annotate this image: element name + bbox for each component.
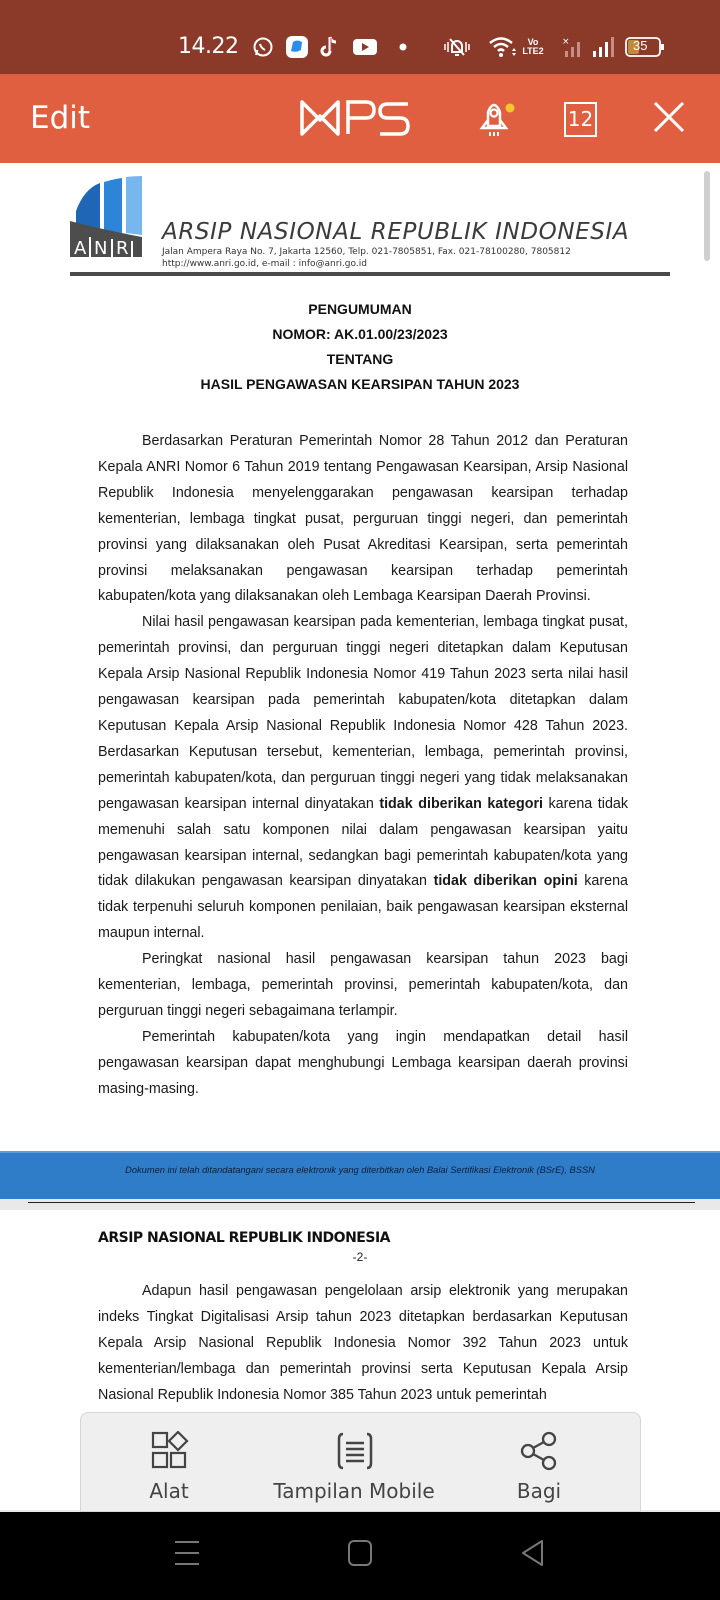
signal-sim1-icon [562,36,584,58]
edit-button[interactable]: Edit [30,100,91,136]
paragraph: Berdasarkan Peraturan Pemerintah Nomor 28 Tahun 2012 dan Peraturan Kepala ANRI Nomor 6 Tahun 2019 tentang Pengawasan Kearsipan, Arsip Nasional Republik Indonesia menyelenggarakan pengawasan kearsipan terhadap kementerian, lembaga tingkat pusat, perguruan tinggi negeri, dan pemerintah provinsi yang dilaksanakan oleh Pusat Akreditasi Kearsipan, serta pemerintah provinsi melaksanakan pengawasan kearsipan terhadap pemerintah kabupaten/kota yang dilaksanakan oleh Lembaga Kearsipan Daerah Provinsi. [98,433,628,605]
letterhead-web: http://www.anri.go.id, e-mail : info@anri.go.id [162,259,367,269]
letterhead-address: Jalan Ampera Raya No. 7, Jakarta 12560, Telp. 021-7805851, Fax. 021-78100280, 7805812 [162,247,571,257]
esign-banner-text: Dokumen ini telah ditandatangani secara elektronik yang diterbitkan oleh Balai Sertifikasi Elektronik (BSrE), BSSN [125,1165,595,1175]
status-time: 14.22 [178,34,239,59]
rocket-icon[interactable] [474,96,518,147]
scrollbar[interactable] [704,171,710,261]
bold-text: tidak diberikan kategori [379,795,543,812]
back-icon[interactable] [520,1539,546,1572]
anri-logo-icon [70,175,145,257]
close-icon[interactable] [652,100,686,139]
paragraph: Peringkat nasional hasil pengawasan kearsipan tahun 2023 bagi kementerian, lembaga, pemerintah provinsi, pemerintah kabupaten/kota, dan perguruan tinggi negeri sebagaimana terlampir. [98,951,628,1019]
paragraph: Adapun hasil pengawasan pengelolaan arsip elektronik yang merupakan indeks Tingkat Digitalisasi Arsip tahun 2023 ditetapkan berdasarkan Keputusan Kepala Arsip Nasional Republik Indonesia Nomor 392 Tahun 2023 untuk kementerian/lembaga dan pemerintah provinsi serta Keputusan Kepala Arsip Nasional Republik Indonesia Nomor 385 Tahun 2023 untuk pemerintah [98,1283,628,1403]
bold-text: tidak diberikan opini [433,873,578,890]
home-icon[interactable] [347,1539,373,1572]
letterhead-divider [70,272,670,276]
youtube-icon [352,36,378,58]
app-bar [0,74,720,163]
page2-body [98,1278,628,1408]
messages-app-icon [285,36,309,58]
dot-icon [398,36,408,58]
document-page-1[interactable] [0,163,720,1195]
wps-logo-icon [300,98,412,143]
doc-heading-number: NOMOR: AK.01.00/23/2023 [272,326,448,342]
paragraph: Pemerintah kabupaten/kota yang ingin mendapatkan detail hasil pengawasan kearsipan dapat menghubungi Lembaga kearsipan daerah provinsi masing-masing. [98,1028,628,1097]
svg-text:A: A [74,238,87,257]
system-nav-bar [0,1512,720,1600]
wifi-icon [488,36,518,58]
signal-sim2-icon [592,36,614,58]
mobile-view-button[interactable]: Tampilan Mobile [257,1413,451,1513]
share-button[interactable]: Bagi [451,1413,627,1513]
recents-icon[interactable] [174,1539,200,1572]
battery-icon: 35 [625,36,665,58]
letterhead-title: ARSIP NASIONAL REPUBLIK INDONESIA [162,219,630,245]
letterhead [70,175,670,275]
page-separator [28,1202,695,1203]
esign-banner [0,1151,720,1199]
tools-button[interactable]: Alat [81,1413,257,1513]
bottom-toolbar [80,1412,641,1512]
mobile-view-icon [335,1431,375,1471]
doc-heading-subject: HASIL PENGAWASAN KEARSIPAN TAHUN 2023 [200,376,520,392]
vibrate-mute-icon [442,36,472,58]
page-number: -2- [352,1250,368,1264]
tiktok-icon [318,36,340,58]
doc-heading-about: TENTANG [326,351,394,367]
volte-icon: Vo LTE2 [522,37,544,56]
page-count-icon[interactable]: 12 [564,102,597,137]
share-icon [519,1431,559,1471]
page2-header: ARSIP NASIONAL REPUBLIK INDONESIA [98,1230,390,1246]
paragraph: Nilai hasil pengawasan kearsipan pada kementerian, lembaga tingkat pusat, pemerintah provinsi, dan perguruan tinggi negeri ditetapkan dalam Keputusan Kepala Arsip Nasional Republik Indonesia Nomor 419 Tahun 2023 serta nilai hasil pengawasan kearsipan pada pemerintah kabupaten/kota ditetapkan dalam Keputusan Kepala Arsip Nasional Republik Indonesia Nomor 428 Tahun 2023. Berdasarkan Keputusan tersebut, kementerian, lembaga, pemerintah provinsi, pemerintah kabupaten/kota, dan perguruan tinggi negeri yang tidak melaksanakan pengawasan kearsipan internal dinyatakan tidak diberikan kategori karena tidak memenuhi salah satu komponen nilai dalam pengawasan kearsipan yaitu pengawasan kearsipan internal, sedangkan bagi pemerintah kabupaten/kota yang tidak dilakukan pengawasan kearsipan dinyatakan tidak diberikan opini karena tidak terpenuhi seluruh komponen penilaian, baik pengawasan kearsipan eksternal maupun internal. [98,614,628,942]
tools-grid-icon [151,1431,189,1469]
doc-heading-title: PENGUMUMAN [308,301,412,317]
svg-text:×: × [562,37,570,47]
whatsapp-icon [252,36,274,58]
svg-text:N: N [94,238,108,257]
svg-text:R: R [116,238,129,257]
status-bar [0,0,720,74]
document-body [98,429,628,1103]
